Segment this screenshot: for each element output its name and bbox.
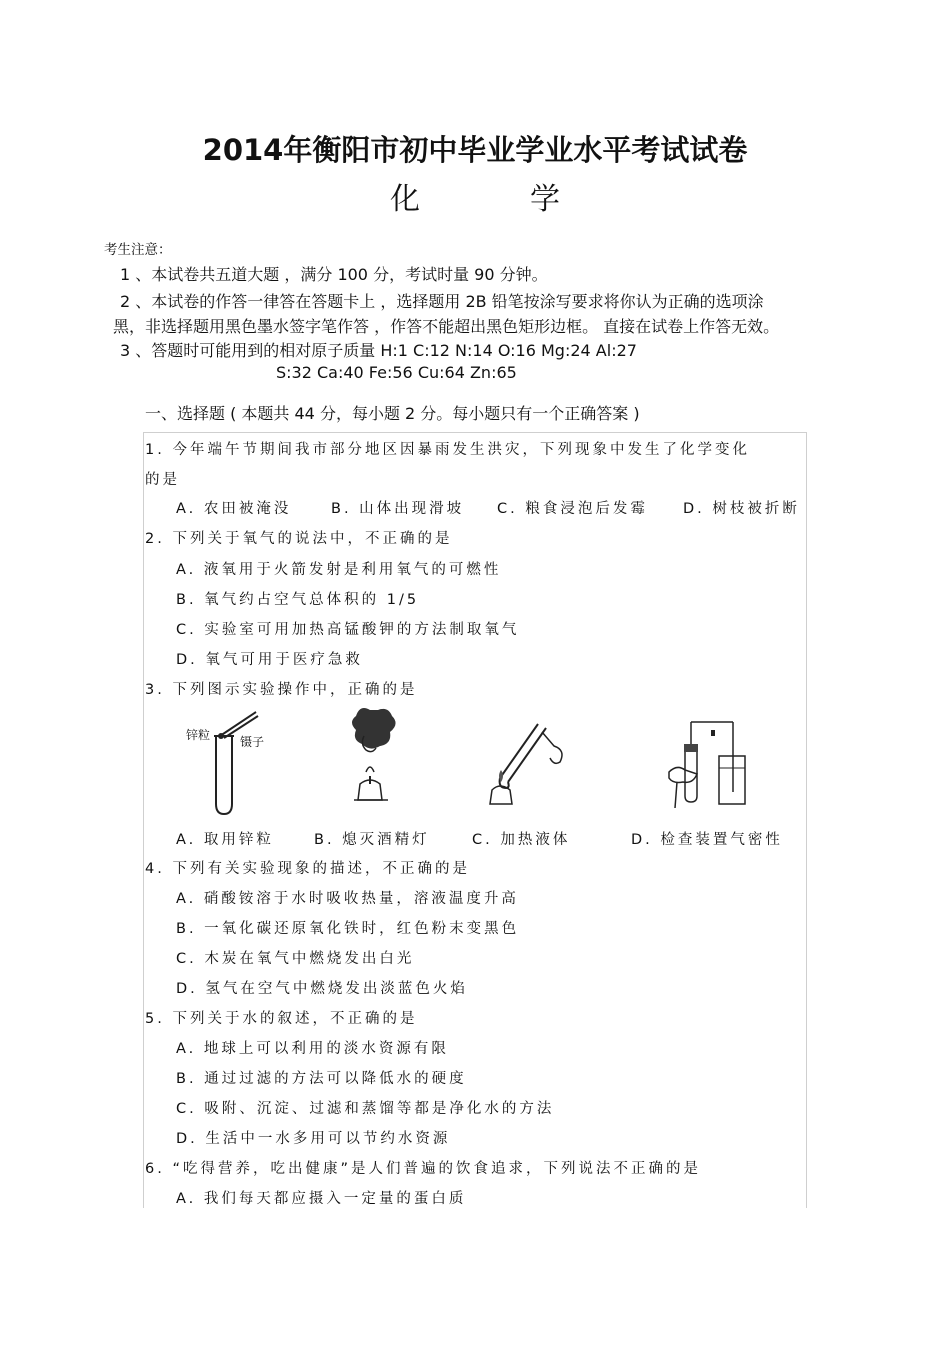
subject-char-1: 化 [390, 182, 420, 217]
question-4-option-d: D. 氢气在空气中燃烧发出淡蓝色火焰 [176, 981, 468, 997]
question-3: 3. 下列图示实验操作中，正确的是 [145, 682, 418, 698]
subject-char-2: 学 [530, 182, 560, 217]
notice-item-2-line-2: 黑，非选择题用黑色墨水签字笔作答 ，作答不能超出黑色矩形边框。 直接在试卷上作答无效。 [113, 317, 780, 336]
question-3-option-b: B. 熄灭酒精灯 [314, 832, 430, 848]
question-3-option-c: C. 加热液体 [472, 832, 571, 848]
question-1-option-d: D. 树枝被折断 [683, 501, 800, 517]
question-1-option-c: C. 粮食浸泡后发霉 [497, 501, 648, 517]
question-2: 2. 下列关于氧气的说法中，不正确的是 [145, 531, 453, 547]
question-5-option-b: B. 通过过滤的方法可以降低水的硬度 [176, 1071, 467, 1087]
answer-frame-right [806, 432, 807, 1208]
question-1-option-a: A. 农田被淹没 [176, 501, 292, 517]
question-6-option-a: A. 我们每天都应摄入一定量的蛋白质 [176, 1191, 467, 1207]
blow-out-lamp-icon [330, 700, 420, 810]
question-6: 6. “吃得营养，吃出健康”是人们普遍的饮食追求，下列说法不正确的是 [145, 1161, 701, 1177]
heat-liquid-icon [470, 710, 580, 810]
notice-item-3-line-1: 3 、答题时可能用到的相对原子质量 H:1 C:12 N:14 O:16 Mg:24 Al:27 [120, 341, 637, 360]
exam-title: 2014年衡阳市初中毕业学业水平考试试卷 [202, 133, 748, 167]
question-5: 5. 下列关于水的叙述，不正确的是 [145, 1011, 418, 1027]
answer-frame-top [143, 432, 807, 433]
question-1-line-1: 1. 今年端午节期间我市部分地区因暴雨发生洪灾，下列现象中发生了化学变化 [145, 442, 750, 458]
notice-item-2-line-1: 2 、本试卷的作答一律答在答题卡上 ，选择题用 2B 铅笔按涂写要求将你认为正确的选项涂 [120, 292, 764, 311]
question-2-option-b: B. 氧气约占空气总体积的 1/5 [176, 592, 420, 608]
notice-item-1: 1 、本试卷共五道大题 ，满分 100 分，考试时量 90 分钟。 [120, 265, 548, 284]
question-1-option-b: B. 山体出现滑坡 [331, 501, 465, 517]
question-4-option-c: C. 木炭在氧气中燃烧发出白光 [176, 951, 415, 967]
question-5-option-d: D. 生活中一水多用可以节约水资源 [176, 1131, 451, 1147]
question-3-option-a: A. 取用锌粒 [176, 832, 274, 848]
answer-frame-left [143, 432, 144, 1208]
question-3-option-d: D. 检查装置气密性 [631, 832, 783, 848]
subject-heading [0, 174, 950, 218]
question-2-option-a: A. 液氧用于火箭发射是利用氧气的可燃性 [176, 562, 502, 578]
question-5-option-a: A. 地球上可以利用的淡水资源有限 [176, 1041, 449, 1057]
notice-item-3-line-2: S:32 Ca:40 Fe:56 Cu:64 Zn:65 [276, 363, 517, 382]
question-1-line-2: 的是 [145, 472, 180, 488]
question-2-option-c: C. 实验室可用加热高锰酸钾的方法制取氧气 [176, 622, 520, 638]
test-tube-tweezers-icon [180, 704, 290, 819]
section-1-heading: 一、选择题 ( 本题共 44 分，每小题 2 分。每小题只有一个正确答案 ) [145, 404, 640, 423]
question-5-option-c: C. 吸附、沉淀、过滤和蒸馏等都是净化水的方法 [176, 1101, 555, 1117]
question-2-option-d: D. 氧气可用于医疗急救 [176, 652, 363, 668]
figure-label-zinc: 锌粒 [186, 728, 211, 742]
airtightness-check-icon [655, 712, 755, 812]
question-4-option-a: A. 硝酸铵溶于水时吸收热量，溶液温度升高 [176, 891, 519, 907]
figure-label-tweezers: 镊子 [240, 735, 265, 749]
question-4: 4. 下列有关实验现象的描述，不正确的是 [145, 861, 470, 877]
notice-heading: 考生注意： [104, 242, 172, 258]
question-4-option-b: B. 一氧化碳还原氧化铁时，红色粉末变黑色 [176, 921, 520, 937]
